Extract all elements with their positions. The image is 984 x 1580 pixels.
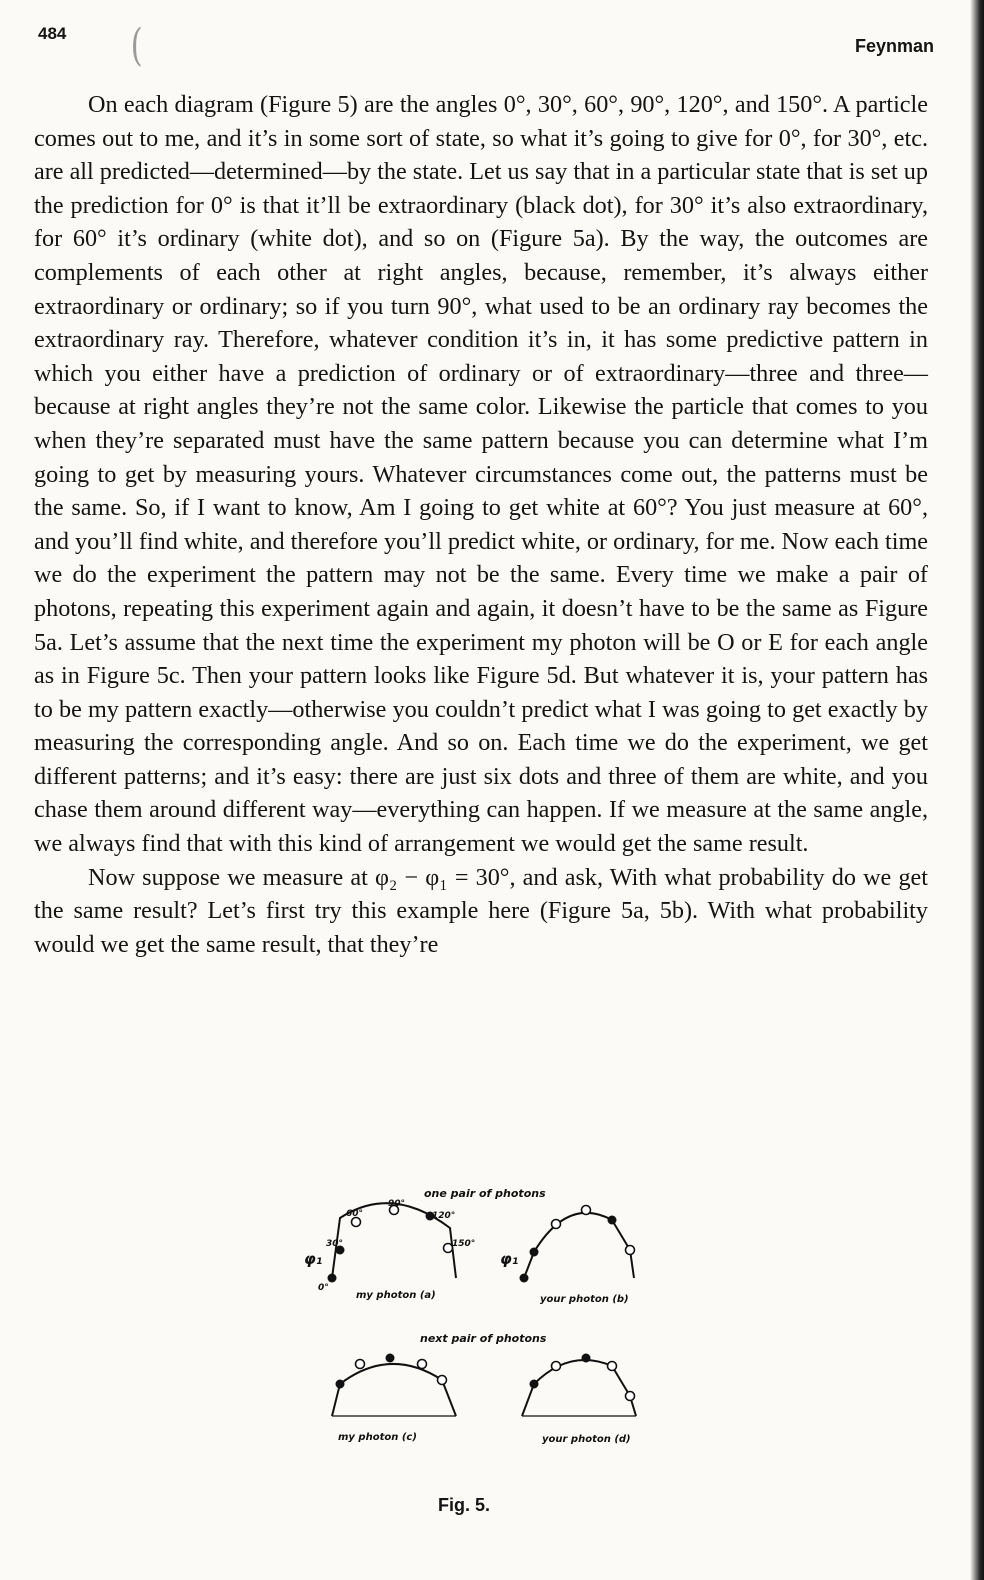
diagram-d bbox=[522, 1354, 636, 1446]
angle-label-60: 60° bbox=[346, 1209, 364, 1219]
dot-30-black bbox=[336, 1380, 345, 1389]
figure-label-one-pair: one pair of photons bbox=[424, 1187, 546, 1200]
dot-90-white bbox=[582, 1206, 591, 1215]
dot-90-black bbox=[386, 1354, 395, 1363]
page-number: 484 bbox=[38, 24, 67, 43]
dot-90-black bbox=[582, 1354, 591, 1363]
page-edge-shadow bbox=[970, 0, 984, 1580]
sub-label-d: your photon (d) bbox=[542, 1434, 631, 1445]
paragraph: Now suppose we measure at φ₂ − φ₁ = 30°, and ask, With what probability do we get the same result? Let’s first try this example here (Figure 5a, 5b). With what probability would we get the same result, that they’re bbox=[34, 863, 928, 958]
figure-caption: Fig. 5. bbox=[438, 1495, 491, 1515]
diagram-d-arc bbox=[522, 1360, 636, 1416]
sub-label-a: my photon (a) bbox=[356, 1290, 436, 1301]
diagram-a bbox=[304, 1199, 475, 1301]
body-text bbox=[34, 88, 928, 961]
dot-150-white bbox=[626, 1392, 635, 1401]
diagram-c bbox=[332, 1354, 456, 1444]
diagram-b bbox=[500, 1206, 635, 1306]
pencil-mark: ( bbox=[130, 20, 143, 71]
diagram-c-arc bbox=[332, 1364, 456, 1416]
figure-5 bbox=[290, 1180, 690, 1540]
dot-0-black bbox=[520, 1274, 529, 1283]
dot-60-white bbox=[552, 1220, 561, 1229]
dot-60-white bbox=[552, 1362, 561, 1371]
dot-30-black bbox=[530, 1380, 539, 1389]
figure-5-diagrams bbox=[290, 1180, 690, 1540]
angle-label-30: 30° bbox=[326, 1239, 344, 1249]
diagram-b-arc bbox=[524, 1213, 634, 1278]
paragraph: On each diagram (Figure 5) are the angles 0°, 30°, 60°, 90°, 120°, and 150°. A particle comes out to me, and it’s in some sort of state, so what it’s going to give for 0°, for 30°, etc. are all predicted—determined—by the state. Let us say that in a particular state that is set up the prediction for 0° is that it’ll be extraordinary (black dot), for 30° it’s also extraordinary, for 60° it’s ordinary (white dot), and so on (Figure 5a). By the way, the outcomes are complements of each other at right angles, because, remember, it’s always either extraordinary or ordinary; so if you turn 90°, what used to be an ordinary ray becomes the extraordinary ray. Therefore, whatever condition it’s in, it has some predictive pattern in which you either have a prediction of ordinary or of extraordinary—three and three—because at right angles they’re not the same color. Likewise the particle that comes to you when they’re separated must have the same pattern because you can determine what I’m going to get by measuring yours. Whatever circumstances come out, the patterns must be the same. So, if I want to know, Am I going to get white at 60°? You just measure at 60°, and you’ll find white, and therefore you’ll predict white, or ordinary, for me. Now each time we do the experiment the pattern may not be the same. Every time we make a pair of photons, repeating this experiment again and again, it doesn’t have to be the same as Figure 5a. Let’s assume that the next time the experiment my photon will be O or E for each angle as in Figure 5c. Then your pattern looks like Figure 5d. But whatever it is, your pattern has to be my pattern exactly—otherwise you couldn’t predict what I was going to get exactly by measuring the corresponding angle. And so on. Each time we do the experiment, we get different patterns; and it’s easy: there are just six dots and three of them are white, and you chase them around different way—everything can happen. If we measure at the same angle, we always find that with this kind of arrangement we would get the same result. bbox=[34, 91, 928, 858]
angle-label-0: 0° bbox=[318, 1283, 329, 1293]
angle-label-120: 120° bbox=[432, 1211, 456, 1221]
dot-120-white bbox=[418, 1360, 427, 1369]
dot-150-white bbox=[626, 1246, 635, 1255]
dot-0-black bbox=[328, 1274, 337, 1283]
running-head: Feynman bbox=[854, 36, 934, 56]
angle-label-150: 150° bbox=[452, 1239, 476, 1249]
sub-label-c: my photon (c) bbox=[338, 1432, 417, 1443]
phi-label-b: φ₁ bbox=[500, 1250, 519, 1268]
dot-30-black bbox=[530, 1248, 539, 1257]
dot-60-white bbox=[356, 1360, 365, 1369]
dot-150-white bbox=[438, 1376, 447, 1385]
phi-label-a: φ₁ bbox=[304, 1250, 323, 1268]
angle-label-90: 90° bbox=[388, 1199, 406, 1209]
figure-label-next-pair: next pair of photons bbox=[420, 1332, 547, 1345]
sub-label-b: your photon (b) bbox=[540, 1294, 629, 1305]
dot-120-white bbox=[608, 1362, 617, 1371]
dot-120-black bbox=[608, 1216, 617, 1225]
